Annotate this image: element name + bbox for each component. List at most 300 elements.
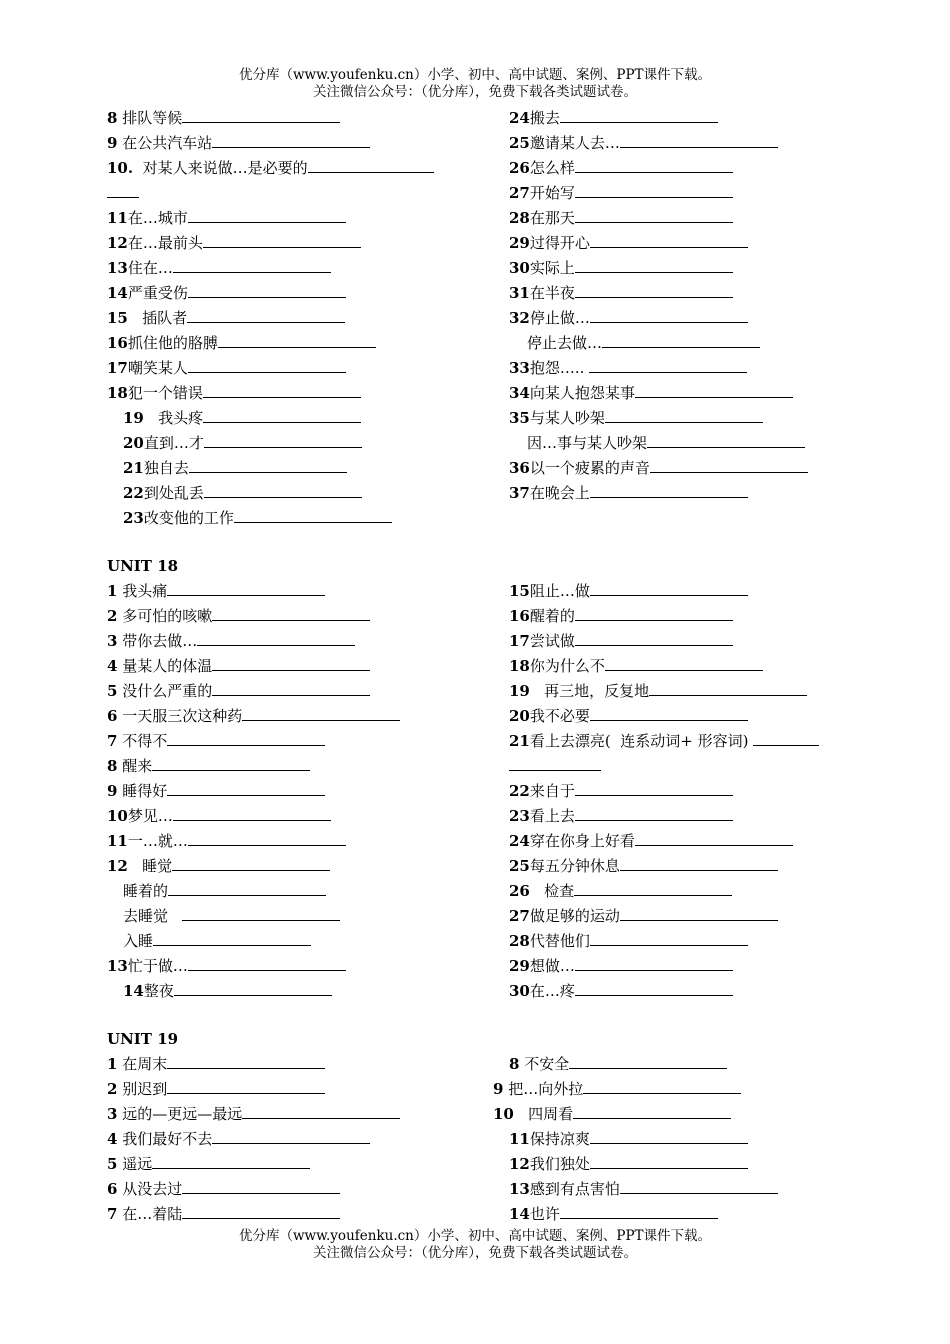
item-text: 穿在你身上好看: [529, 832, 635, 850]
item-text: 多可怕的咳嗽: [117, 607, 213, 625]
item-text: 停止做…: [529, 309, 590, 327]
answer-blank[interactable]: [188, 206, 346, 223]
item-number: 12: [107, 234, 128, 252]
item-number: 11: [509, 1130, 530, 1148]
item-text: 别迟到: [117, 1080, 168, 1098]
item-number: 8: [509, 1055, 520, 1073]
item-text: 从没去过: [117, 1180, 183, 1198]
item-text: 一…就…: [127, 832, 188, 850]
answer-blank[interactable]: [649, 679, 807, 696]
item-text: 向某人抱怨某事: [529, 384, 635, 402]
item-text: 与某人吵架: [529, 409, 605, 427]
item-text: 住在…: [127, 259, 173, 277]
item-text: 阻止…做: [529, 582, 590, 600]
item-number: 4: [107, 657, 118, 675]
answer-blank[interactable]: [635, 829, 793, 846]
answer-blank[interactable]: [174, 979, 332, 996]
footer-line-2: 关注微信公众号：（优分库），免费下载各类试题试卷。: [313, 1245, 637, 1261]
item-text: 整夜: [143, 982, 174, 1000]
answer-blank[interactable]: [167, 1052, 325, 1069]
vocab-item: [509, 679, 807, 704]
vocab-item: [509, 629, 733, 654]
item-number: 4: [107, 1130, 118, 1148]
answer-blank[interactable]: [152, 754, 310, 771]
item-text: 严重受伤: [127, 284, 188, 302]
answer-blank[interactable]: [575, 181, 733, 198]
vocab-item: [509, 954, 733, 979]
vocab-item: [107, 629, 355, 654]
vocab-item: [509, 804, 733, 829]
answer-blank[interactable]: [590, 481, 748, 498]
vocab-item: [123, 879, 326, 904]
vocab-item: [509, 206, 733, 231]
header-line-1: 优分库（www.youfenku.cn）小学、初中、高中试题、案例、PPT课件下载。: [238, 67, 712, 83]
vocab-item: [123, 506, 392, 531]
item-number: 21: [123, 459, 144, 477]
item-text: 遥远: [117, 1155, 153, 1173]
vocab-item: [107, 131, 370, 156]
item-number: 18: [107, 384, 128, 402]
item-number: 28: [509, 932, 530, 950]
vocab-item: [509, 604, 733, 629]
answer-blank[interactable]: [212, 654, 370, 671]
vocab-item: [509, 156, 733, 181]
item-number: 25: [509, 134, 530, 152]
answer-blank[interactable]: [560, 106, 718, 123]
item-number: 33: [509, 359, 530, 377]
item-text: 邀请某人去…: [529, 134, 620, 152]
vocab-item: [493, 1102, 731, 1127]
item-text: 搬去: [529, 109, 560, 127]
item-number: 32: [509, 309, 530, 327]
item-number: 6: [107, 707, 118, 725]
item-number: 20: [123, 434, 144, 452]
answer-blank[interactable]: [590, 1152, 748, 1169]
item-text: 来自于: [529, 782, 575, 800]
item-text: 一天服三次这种药: [117, 707, 243, 725]
item-number: 8: [107, 109, 118, 127]
item-number: 14: [123, 982, 144, 1000]
vocab-item: [123, 979, 332, 1004]
answer-blank[interactable]: [182, 904, 340, 921]
vocab-item: [509, 1202, 718, 1227]
vocab-item: [107, 181, 139, 206]
answer-blank[interactable]: [107, 181, 139, 198]
answer-blank[interactable]: [647, 431, 805, 448]
answer-blank[interactable]: [590, 704, 748, 721]
item-number: 11: [107, 832, 128, 850]
vocab-item: [509, 131, 778, 156]
vocab-item: [123, 904, 340, 929]
item-number: 24: [509, 832, 530, 850]
item-text: 睡得好: [117, 782, 168, 800]
item-text: 睡着的: [123, 882, 169, 900]
answer-blank[interactable]: [212, 604, 370, 621]
vocab-item: [107, 779, 325, 804]
page-footer: [0, 1228, 950, 1262]
vocab-item: [107, 729, 325, 754]
item-text: 在…城市: [127, 209, 188, 227]
vocab-item: [509, 306, 748, 331]
item-text: 醒来: [117, 757, 153, 775]
item-text: 我头痛: [117, 582, 168, 600]
unit-19-title: UNIT 19: [107, 1030, 179, 1048]
vocab-item: [509, 256, 733, 281]
item-text: 在…着陆: [117, 1205, 183, 1223]
item-text: 没什么严重的: [117, 682, 213, 700]
vocab-item: [509, 1052, 727, 1077]
answer-blank[interactable]: [167, 779, 325, 796]
item-text: 犯一个错误: [127, 384, 203, 402]
item-number: 12: [509, 1155, 530, 1173]
vocab-item: [107, 231, 361, 256]
item-number: 23: [123, 509, 144, 527]
item-text: 也许: [529, 1205, 560, 1223]
item-text: 四周看: [513, 1105, 574, 1123]
vocab-item: [107, 356, 346, 381]
answer-blank[interactable]: [560, 1202, 718, 1219]
answer-blank[interactable]: [182, 1177, 340, 1194]
item-number: 1: [107, 582, 118, 600]
vocab-item: [509, 979, 733, 1004]
answer-blank[interactable]: [620, 1177, 778, 1194]
answer-blank[interactable]: [575, 954, 733, 971]
vocab-item: [107, 331, 376, 356]
item-number: 28: [509, 209, 530, 227]
item-text: 嘲笑某人: [127, 359, 188, 377]
item-text: 去睡觉: [123, 907, 183, 925]
item-number: 9: [107, 782, 118, 800]
item-text: 怎么样: [529, 159, 575, 177]
item-number: 13: [107, 957, 128, 975]
answer-blank[interactable]: [573, 1102, 731, 1119]
vocab-item: [509, 829, 793, 854]
vocab-item: [107, 306, 345, 331]
item-number: 35: [509, 409, 530, 427]
answer-blank[interactable]: [620, 131, 778, 148]
answer-blank[interactable]: [509, 754, 601, 771]
unit-18-title: UNIT 18: [107, 557, 179, 575]
item-text: 在周末: [117, 1055, 168, 1073]
item-text: 检查: [529, 882, 575, 900]
item-text: 我不必要: [529, 707, 590, 725]
item-number: 5: [107, 1155, 118, 1173]
item-text: 入睡: [123, 932, 154, 950]
item-text: 排队等候: [117, 109, 183, 127]
answer-blank[interactable]: [212, 679, 370, 696]
item-number: 23: [509, 807, 530, 825]
item-number: 34: [509, 384, 530, 402]
item-text: 独自去: [143, 459, 189, 477]
vocab-item: [107, 854, 330, 879]
vocab-item: [509, 231, 748, 256]
vocab-item: [527, 331, 760, 356]
item-text: 尝试做: [529, 632, 575, 650]
item-text: 代替他们: [529, 932, 590, 950]
answer-blank[interactable]: [575, 156, 733, 173]
vocab-item: [509, 406, 763, 431]
answer-blank[interactable]: [590, 1127, 748, 1144]
vocab-item: [123, 929, 311, 954]
item-text: 把…向外拉: [503, 1080, 584, 1098]
item-text: 停止去做…: [527, 334, 603, 352]
answer-blank[interactable]: [172, 854, 330, 871]
item-text: 带你去做…: [117, 632, 198, 650]
vocab-item: [509, 356, 747, 381]
vocab-item: [509, 854, 778, 879]
item-number: 21: [509, 732, 530, 750]
page-header: [0, 67, 950, 101]
item-number: 26: [509, 882, 530, 900]
item-number: 6: [107, 1180, 118, 1198]
answer-blank[interactable]: [187, 306, 345, 323]
item-text: 远的—更远—最远: [117, 1105, 243, 1123]
answer-blank[interactable]: [575, 604, 733, 621]
item-text: 抓住他的胳膊: [127, 334, 218, 352]
answer-blank[interactable]: [605, 406, 763, 423]
item-number: 10: [107, 807, 128, 825]
item-text: 忙于做…: [127, 957, 188, 975]
vocab-item: [509, 1177, 778, 1202]
vocab-item: [107, 206, 346, 231]
vocab-item: [509, 754, 601, 779]
answer-blank[interactable]: [308, 156, 434, 173]
answer-blank[interactable]: [575, 281, 733, 298]
vocab-item: [107, 654, 370, 679]
vocab-item: [107, 829, 346, 854]
answer-blank[interactable]: [173, 256, 331, 273]
answer-blank[interactable]: [590, 306, 748, 323]
answer-blank[interactable]: [605, 654, 763, 671]
item-text: 在半夜: [529, 284, 575, 302]
vocab-item: [123, 481, 362, 506]
item-number: 5: [107, 682, 118, 700]
answer-blank[interactable]: [203, 406, 361, 423]
answer-blank[interactable]: [168, 879, 326, 896]
item-number: 10: [493, 1105, 514, 1123]
answer-blank[interactable]: [167, 1077, 325, 1094]
answer-blank[interactable]: [188, 281, 346, 298]
item-number: 14: [107, 284, 128, 302]
vocab-item: [107, 1077, 325, 1102]
answer-blank[interactable]: [575, 206, 733, 223]
item-number: 14: [509, 1205, 530, 1223]
item-text: 我们独处: [529, 1155, 590, 1173]
answer-blank[interactable]: [242, 704, 400, 721]
item-text: 我头疼: [143, 409, 204, 427]
header-line-2: 关注微信公众号：（优分库），免费下载各类试题试卷。: [313, 84, 637, 100]
answer-blank[interactable]: [575, 629, 733, 646]
item-text: 到处乱丢: [143, 484, 204, 502]
answer-blank[interactable]: [204, 481, 362, 498]
item-number: 3: [107, 632, 118, 650]
vocab-item: [509, 779, 733, 804]
item-text: 在公共汽车站: [117, 134, 213, 152]
answer-blank[interactable]: [583, 1077, 741, 1094]
vocab-item: [107, 754, 310, 779]
item-number: 19: [509, 682, 530, 700]
answer-blank[interactable]: [153, 929, 311, 946]
item-number: 8: [107, 757, 118, 775]
item-number: 22: [123, 484, 144, 502]
answer-blank[interactable]: [188, 356, 346, 373]
answer-blank[interactable]: [212, 131, 370, 148]
item-number: 7: [107, 1205, 118, 1223]
item-number: 16: [107, 334, 128, 352]
vocab-item: [509, 654, 763, 679]
item-text: 改变他的工作: [143, 509, 234, 527]
answer-blank[interactable]: [167, 729, 325, 746]
answer-blank[interactable]: [203, 381, 361, 398]
answer-blank[interactable]: [204, 431, 362, 448]
answer-blank[interactable]: [242, 1102, 400, 1119]
item-number: 37: [509, 484, 530, 502]
item-number: 2: [107, 1080, 118, 1098]
answer-blank[interactable]: [189, 456, 347, 473]
item-number: 24: [509, 109, 530, 127]
item-number: 29: [509, 234, 530, 252]
answer-blank[interactable]: [575, 979, 733, 996]
answer-blank[interactable]: [753, 729, 819, 746]
vocab-item: [509, 381, 793, 406]
answer-blank[interactable]: [182, 106, 340, 123]
item-text: 因…事与某人吵架: [527, 434, 648, 452]
item-text: 睡觉: [127, 857, 173, 875]
item-number: 27: [509, 184, 530, 202]
vocab-item: [107, 106, 340, 131]
answer-blank[interactable]: [212, 1127, 370, 1144]
answer-blank[interactable]: [188, 829, 346, 846]
vocab-item: [107, 954, 346, 979]
item-text: 感到有点害怕: [529, 1180, 620, 1198]
vocab-item: [107, 604, 370, 629]
item-number: 12: [107, 857, 128, 875]
item-text: 不得不: [117, 732, 168, 750]
item-number: 22: [509, 782, 530, 800]
vocab-item: [509, 704, 748, 729]
vocab-item: [509, 181, 733, 206]
vocab-item: [509, 729, 819, 754]
vocab-item: [107, 381, 361, 406]
item-number: 7: [107, 732, 118, 750]
vocab-item: [107, 679, 370, 704]
item-text: 梦见…: [127, 807, 173, 825]
footer-line-1: 优分库（www.youfenku.cn）小学、初中、高中试题、案例、PPT课件下载。: [238, 1228, 712, 1244]
item-text: 在晚会上: [529, 484, 590, 502]
item-number: 20: [509, 707, 530, 725]
answer-blank[interactable]: [590, 579, 748, 596]
vocab-item: [509, 1152, 748, 1177]
item-number: 9: [107, 134, 118, 152]
vocab-item: [493, 1077, 741, 1102]
answer-blank[interactable]: [650, 456, 808, 473]
answer-blank[interactable]: [188, 954, 346, 971]
item-number: 19: [123, 409, 144, 427]
item-text: 直到…才: [143, 434, 204, 452]
vocab-item: [123, 456, 347, 481]
answer-blank[interactable]: [602, 331, 760, 348]
answer-blank[interactable]: [575, 804, 733, 821]
item-number: 13: [107, 259, 128, 277]
vocab-item: [107, 1102, 400, 1127]
item-number: 36: [509, 459, 530, 477]
vocab-item: [107, 156, 434, 181]
answer-blank[interactable]: [620, 904, 778, 921]
answer-blank[interactable]: [218, 331, 376, 348]
vocab-item: [509, 579, 748, 604]
item-number: 15: [107, 309, 128, 327]
item-text: 醒着的: [529, 607, 575, 625]
vocab-item: [509, 281, 733, 306]
answer-blank[interactable]: [590, 929, 748, 946]
vocab-item: [107, 804, 331, 829]
vocab-item: [509, 929, 748, 954]
item-text: 对某人来说做…是必要的: [133, 159, 308, 177]
item-number: 13: [509, 1180, 530, 1198]
item-number: 10.: [107, 159, 134, 177]
answer-blank[interactable]: [173, 804, 331, 821]
item-number: 9: [493, 1080, 504, 1098]
answer-blank[interactable]: [590, 231, 748, 248]
item-number: 26: [509, 159, 530, 177]
vocab-item: [527, 431, 805, 456]
vocab-item: [107, 256, 331, 281]
answer-blank[interactable]: [234, 506, 392, 523]
item-text: 保持凉爽: [529, 1130, 590, 1148]
answer-blank[interactable]: [589, 356, 747, 373]
item-text: 在…疼: [529, 982, 575, 1000]
answer-blank[interactable]: [167, 579, 325, 596]
answer-blank[interactable]: [635, 381, 793, 398]
item-number: 3: [107, 1105, 118, 1123]
vocab-item: [509, 904, 778, 929]
item-number: 18: [509, 657, 530, 675]
vocab-item: [509, 481, 748, 506]
item-text: 不安全: [519, 1055, 570, 1073]
answer-blank[interactable]: [575, 256, 733, 273]
item-number: 17: [107, 359, 128, 377]
item-number: 29: [509, 957, 530, 975]
answer-blank[interactable]: [182, 1202, 340, 1219]
answer-blank[interactable]: [152, 1152, 310, 1169]
answer-blank[interactable]: [569, 1052, 727, 1069]
answer-blank[interactable]: [620, 854, 778, 871]
answer-blank[interactable]: [203, 231, 361, 248]
answer-blank[interactable]: [575, 779, 733, 796]
item-number: 15: [509, 582, 530, 600]
answer-blank[interactable]: [574, 879, 732, 896]
item-number: 25: [509, 857, 530, 875]
vocab-item: [107, 1127, 370, 1152]
item-number: 2: [107, 607, 118, 625]
vocab-item: [107, 1177, 340, 1202]
item-text: 看上去: [529, 807, 575, 825]
item-text: 我们最好不去: [117, 1130, 213, 1148]
item-text: 看上去漂亮( 连系动词+ 形容词): [529, 732, 754, 750]
item-number: 30: [509, 982, 530, 1000]
vocab-item: [123, 431, 362, 456]
item-number: 17: [509, 632, 530, 650]
vocab-item: [107, 1202, 340, 1227]
item-text: 实际上: [529, 259, 575, 277]
item-text: 想做…: [529, 957, 575, 975]
item-text: 开始写: [529, 184, 575, 202]
vocab-item: [509, 106, 718, 131]
answer-blank[interactable]: [197, 629, 355, 646]
item-number: 31: [509, 284, 530, 302]
item-number: 16: [509, 607, 530, 625]
vocab-item: [107, 1152, 310, 1177]
